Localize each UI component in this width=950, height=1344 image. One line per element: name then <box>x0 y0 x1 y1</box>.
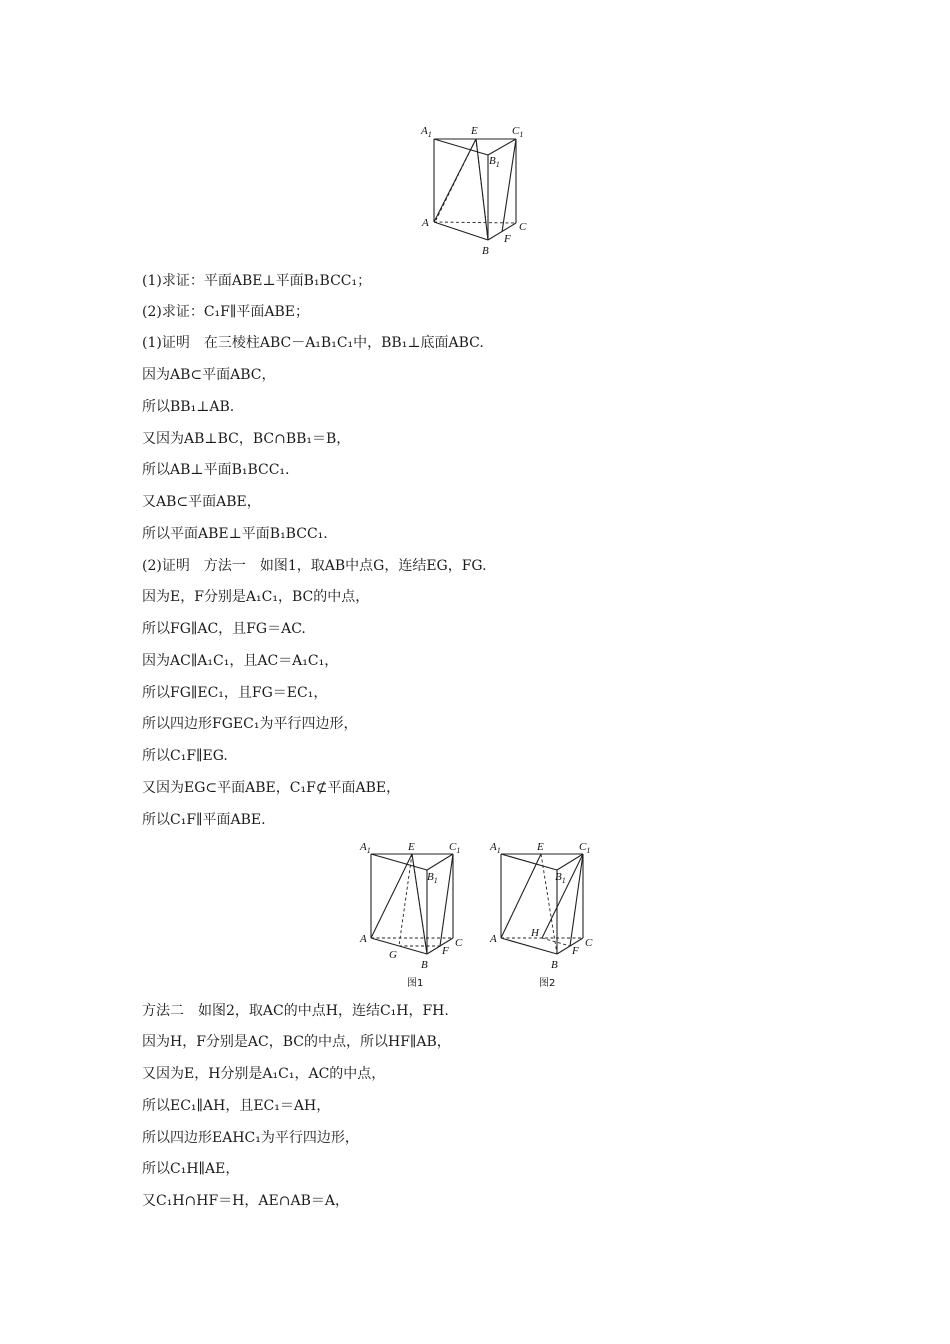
svg-text:A: A <box>360 933 367 945</box>
svg-text:B: B <box>421 959 428 971</box>
text-line: 所以FG∥AC，且FG＝AC. <box>142 621 306 637</box>
figure-2 <box>487 838 602 990</box>
text-line: (1)证明 在三棱柱ABC－A₁B₁C₁中，BB₁⊥底面ABC. <box>142 335 484 351</box>
svg-text:E: E <box>408 841 415 853</box>
svg-text:B: B <box>551 959 558 971</box>
text-line: 所以FG∥EC₁，且FG＝EC₁， <box>142 685 328 701</box>
text-line: 所以C₁F∥平面ABE. <box>142 812 266 828</box>
text-line: 所以平面ABE⊥平面B₁BCC₁. <box>142 526 328 542</box>
text-line: 所以四边形EAHC₁为平行四边形， <box>142 1130 359 1146</box>
text-line: 所以四边形FGEC₁为平行四边形， <box>142 716 358 732</box>
text-line: 因为H，F分别是AC，BC的中点，所以HF∥AB， <box>142 1034 451 1050</box>
text-line: (2)求证：C₁F∥平面ABE； <box>142 304 309 320</box>
text-line: 因为E，F分别是A₁C₁，BC的中点， <box>142 589 370 605</box>
svg-text:E: E <box>471 125 478 137</box>
svg-text:F: F <box>572 945 579 957</box>
svg-text:H: H <box>531 927 539 939</box>
text-line: 因为AC∥A₁C₁，且AC＝A₁C₁， <box>142 653 339 669</box>
text-line: 所以C₁H∥AE， <box>142 1161 240 1177</box>
text-line: 所以EC₁∥AH，且EC₁＝AH， <box>142 1098 331 1114</box>
svg-text:F: F <box>504 233 511 245</box>
text-line: 又因为E，H分别是A₁C₁，AC的中点， <box>142 1066 386 1082</box>
text-line: 所以AB⊥平面B₁BCC₁. <box>142 462 290 478</box>
svg-text:C1: $C_1$ <box>449 841 461 855</box>
proof-text-lower <box>142 1002 862 1212</box>
svg-text:C1: $C_1$ <box>512 125 524 139</box>
figure-prism-top <box>420 120 535 260</box>
svg-text:A: A <box>490 933 497 945</box>
text-line: 又因为EG⊂平面ABE，C₁F⊄平面ABE， <box>142 780 401 796</box>
svg-text:G: G <box>389 949 397 961</box>
text-line: 又C₁H∩HF＝H，AE∩AB＝A， <box>142 1193 349 1209</box>
svg-text:A1: $A_1$ <box>421 125 432 139</box>
svg-text:B1: $B_1$ <box>555 871 566 885</box>
svg-text:B1: $B_1$ <box>427 871 438 885</box>
svg-text:A1: $A_1$ <box>490 841 501 855</box>
text-line: 所以C₁F∥EG. <box>142 748 228 764</box>
proof-text-upper <box>142 272 862 832</box>
text-line: 又因为AB⊥BC，BC∩BB₁＝B， <box>142 431 351 447</box>
figure-2-caption: 图2 <box>539 978 556 989</box>
svg-text:C: C <box>585 937 593 949</box>
svg-text:E: E <box>537 841 544 853</box>
text-line: 因为AB⊂平面ABC， <box>142 367 276 383</box>
text-line: 又AB⊂平面ABE， <box>142 494 261 510</box>
text-line: (1)求证：平面ABE⊥平面B₁BCC₁； <box>142 273 372 289</box>
svg-text:C: C <box>519 221 527 233</box>
svg-text:A: A <box>422 217 429 229</box>
svg-text:C: C <box>455 937 463 949</box>
text-line: 方法二 如图2，取AC的中点H，连结C₁H，FH. <box>142 1003 449 1019</box>
svg-text:B1: $B_1$ <box>489 155 500 169</box>
svg-text:A1: $A_1$ <box>360 841 371 855</box>
svg-text:B: B <box>482 245 489 257</box>
figure-1-caption: 图1 <box>407 978 424 989</box>
svg-text:C1: $C_1$ <box>579 841 591 855</box>
text-line: (2)证明 方法一 如图1，取AB中点G，连结EG，FG. <box>142 558 487 574</box>
svg-text:F: F <box>442 945 449 957</box>
figure-1 <box>357 838 472 990</box>
text-line: 所以BB₁⊥AB. <box>142 399 235 415</box>
